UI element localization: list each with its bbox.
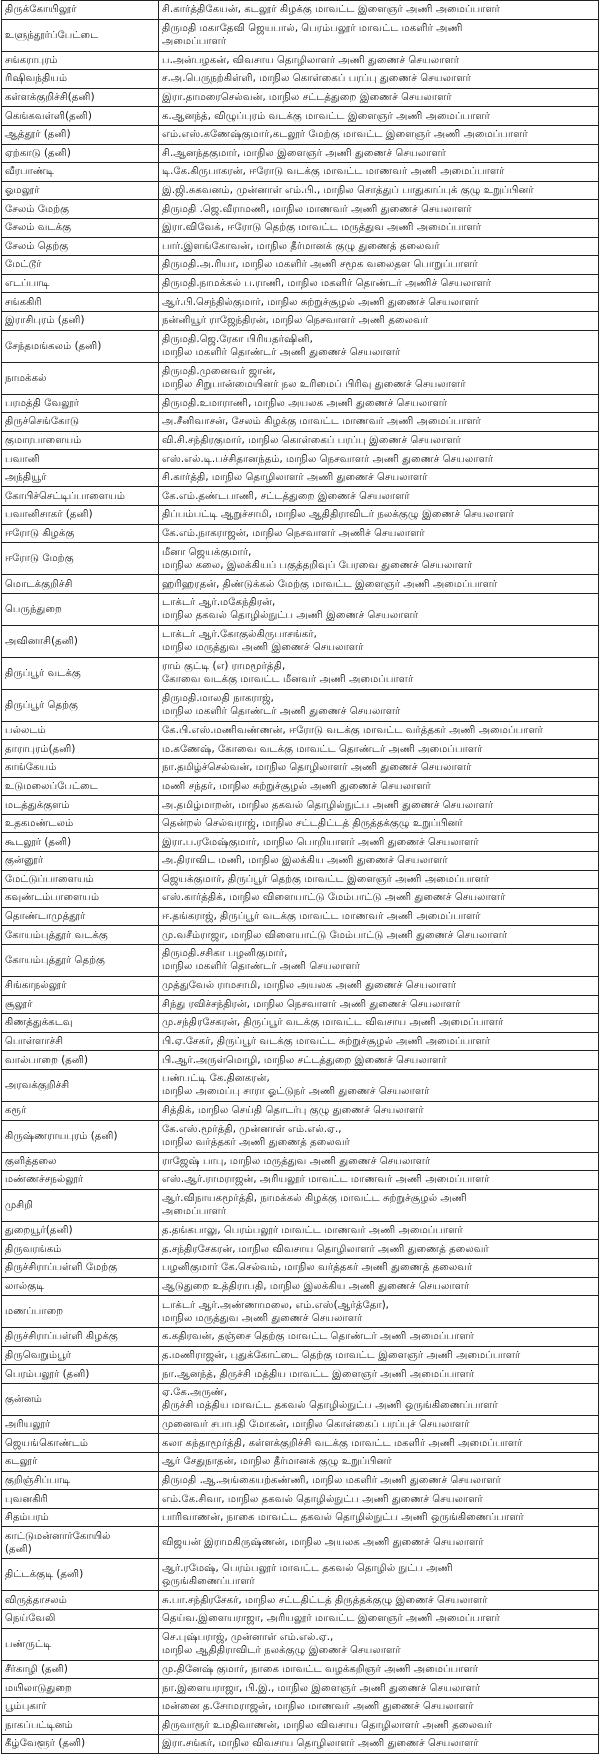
table-row xyxy=(2,1171,599,1190)
table-row xyxy=(2,1101,599,1120)
constituency-cell: கெங்கவள்ளி(தனி) xyxy=(2,107,159,126)
constituency-cell: சேலம் தெற்கு xyxy=(2,237,159,256)
constituency-cell: லால்குடி xyxy=(2,1277,159,1296)
table-row xyxy=(2,1679,599,1698)
member-cell: திருமதி.முனைவர் ஜான், மாநில சிறுபான்மையினர் நல உரிமைப் பிரிவு துணைச் செயலாளர் xyxy=(159,362,599,394)
constituency-cell: புவனகிரி xyxy=(2,1490,159,1509)
constituency-cell: உடுமலைப்பேட்டை xyxy=(2,777,159,796)
member-cell: நா.இளையராஜா, பி.இ., மாநில இளைஞர் அணி துணைச் செயலாளர் xyxy=(159,1679,599,1698)
member-cell: த.சந்திரசேகரன், மாநில விவசாய தொழிலாளர் அணி துணைத் தலைவர் xyxy=(159,1240,599,1259)
member-cell: சி.ஆனந்தகுமார், மாநில இளைஞர் அணி துணைச் செயலாளர் xyxy=(159,144,599,163)
table-row xyxy=(2,431,599,450)
constituency-cell: காட்டுமன்னார்கோயில் (தனி) xyxy=(2,1527,159,1559)
member-cell: க.கதிரவன், தஞ்சை தெற்கு மாவட்ட தொண்டர் அணி அமைப்பாளர் xyxy=(159,1328,599,1347)
table-row xyxy=(2,1735,599,1754)
constituency-cell: கோயம்புத்தூர் வடக்கு xyxy=(2,926,159,945)
constituency-cell: கவுண்டம்பாளையம் xyxy=(2,889,159,908)
member-cell: எஸ்.எல்.டி.பச்சிதானந்தம், மாநில நெசவாளர் அணி துணைச் செயலாளர் xyxy=(159,450,599,469)
table-row xyxy=(2,689,599,721)
member-cell: செ.புஷ்பராஜ், முன்னாள் எம்.எல்.ஏ., மாநில ஆதிதிராவிடர் நலக்குழு இணைச் செயலாளர் xyxy=(159,1628,599,1660)
table-row xyxy=(2,1032,599,1051)
member-cell: இரா.விவேக், ஈரோடு தெற்கு மாவட்ட மருத்துவ அணி அமைப்பாளர் xyxy=(159,218,599,237)
member-cell: ஆர்.விநாயகமூர்த்தி, நாமக்கல் கிழக்கு மாவட்ட சுற்றுச்சூழல் அணி அமைப்பாளர் xyxy=(159,1189,599,1221)
constituency-cell: திருக்கோயிலூர் xyxy=(2,1,159,20)
constituency-cell: வால்பாறை (தனி) xyxy=(2,1051,159,1070)
table-row xyxy=(2,256,599,275)
table-row xyxy=(2,487,599,506)
table-row xyxy=(2,625,599,657)
table-row xyxy=(2,144,599,163)
constituency-cell: கோயம்புத்தூர் தெற்கு xyxy=(2,944,159,976)
table-row xyxy=(2,362,599,394)
table-row xyxy=(2,88,599,107)
member-cell: திருமதி.சசிகா பழனிகுமார், மாநில மகளிர் தொண்டர் அணி செயலாளர் xyxy=(159,944,599,976)
table-row xyxy=(2,1697,599,1716)
constituency-cell: பரமத்தி வேலூர் xyxy=(2,394,159,413)
member-cell: முத்துவேல் ராமசாமி, மாநில அயலக அணி துணைச் செயலாளர் xyxy=(159,976,599,995)
member-cell: க.ஆனந்த், விழுப்புரம் வடக்கு மாவட்ட இளைஞர் அணி அமைப்பாளர் xyxy=(159,107,599,126)
table-row xyxy=(2,1453,599,1472)
constituency-cell: தொண்டாமுத்தூர் xyxy=(2,907,159,926)
table-row xyxy=(2,593,599,625)
member-cell: திருமதி .ஆ.அங்கையற்கண்ணி, மாநில மகளிர் அணி துணைச் செயலாளர் xyxy=(159,1471,599,1490)
member-cell: சித்திக், மாநில செய்தி தொடர்பு குழு துணைச் செயலாளர் xyxy=(159,1101,599,1120)
table-row xyxy=(2,394,599,413)
member-cell: மீனா ஜெயக்குமார், மாநில கலை, இலக்கியப் பகுத்தறிவுப் பேரவை துணைச் செயலாளர் xyxy=(159,543,599,575)
table-row xyxy=(2,1434,599,1453)
table-row xyxy=(2,293,599,312)
constituency-cell: விருத்தாசலம் xyxy=(2,1591,159,1610)
table-row xyxy=(2,1471,599,1490)
table-row xyxy=(2,1258,599,1277)
constituency-cell: சிதம்பரம் xyxy=(2,1508,159,1527)
constituency-cell: திட்டக்குடி (தனி) xyxy=(2,1559,159,1591)
table-row xyxy=(2,218,599,237)
member-cell: முனைவர் சபாபதி மோகன், மாநில கொள்கைப் பரப்புச் செயலாளர் xyxy=(159,1415,599,1434)
constituency-cell: சேலம் மேற்கு xyxy=(2,200,159,219)
table-row xyxy=(2,468,599,487)
member-cell: விஜயன் இராமகிருஷ்ணன், மாநில அயலக அணி துணைச் செயலாளர் xyxy=(159,1527,599,1559)
table-row xyxy=(2,163,599,182)
table-row xyxy=(2,926,599,945)
member-cell: இ.ஜி.சுகவனம், முன்னாள் எம்.பி., மாநில சொத்துப் பாதுகாப்புக் குழு உறுப்பினர் xyxy=(159,181,599,200)
constituency-cell: திருச்சிராப்பள்ளி கிழக்கு xyxy=(2,1328,159,1347)
constituency-cell: கடலூர் xyxy=(2,1453,159,1472)
table-row xyxy=(2,413,599,432)
constituency-cell: சேலம் வடக்கு xyxy=(2,218,159,237)
table-row xyxy=(2,311,599,330)
member-cell: திருமதி .ஜெ.வீராமணி, மாநில மாணவர் அணி துணைச் செயலாளர் xyxy=(159,200,599,219)
table-row xyxy=(2,1069,599,1101)
constituency-cell: காங்கேயம் xyxy=(2,759,159,778)
constituency-cell: பெருந்துறை xyxy=(2,593,159,625)
table-row xyxy=(2,1189,599,1221)
constituency-cell: மண்ணச்சநல்லூர் xyxy=(2,1171,159,1190)
member-cell: தெய்வ.இளையராஜா, அரியலூர் மாவட்ட இளைஞர் அணி அமைப்பாளர் xyxy=(159,1610,599,1629)
constituency-cell: ஈரோடு கிழக்கு xyxy=(2,524,159,543)
constituency-cell: சங்கராபுரம் xyxy=(2,51,159,70)
constituency-cell: ரிஷிவந்தியம் xyxy=(2,70,159,89)
constituency-cell: உளுந்தூர்ப்பேட்டை xyxy=(2,19,159,51)
constituency-cell: நாகப்பட்டினம் xyxy=(2,1716,159,1735)
member-cell: அ.தமிழ்மாறன், மாநில தகவல் தொழில்நுட்ப அணி துணைச் செயலாளர் xyxy=(159,796,599,815)
table-row xyxy=(2,125,599,144)
member-cell: அ.திராவிட மணி, மாநில இலக்கிய அணி துணைச் செயலாளர் xyxy=(159,852,599,871)
member-cell: ராஜேஷ் பாபு, மாநில மருத்துவ அணி துணைச் செயலாளர் xyxy=(159,1152,599,1171)
member-cell: நன்னியூர் ராஜேந்திரன், மாநில நெசவாளர் அணி தலைவர் xyxy=(159,311,599,330)
constituency-cell: திருச்சிராப்பள்ளி மேற்கு xyxy=(2,1258,159,1277)
constituency-cell: திருவெறும்பூர் xyxy=(2,1346,159,1365)
table-row xyxy=(2,1527,599,1559)
constituency-cell: பவானி xyxy=(2,450,159,469)
constituency-cell: கீழ்வேளூர் (தனி) xyxy=(2,1735,159,1754)
member-cell: நா.ஆனந்த், திருச்சி மத்திய மாவட்ட இளைஞர் அணி அமைப்பாளர் xyxy=(159,1365,599,1384)
member-cell: ஏ.கே.அருண், திருச்சி மத்திய மாவட்ட தகவல் தொழில்நுட்ப அணி ஒருங்கிணைப்பாளர் xyxy=(159,1383,599,1415)
constituency-cell: ஏற்காடு (தனி) xyxy=(2,144,159,163)
member-cell: ஆர்.ரமேஷ், பெரம்பலூர் மாவட்ட தகவல் தொழில் நுட்ப அணி ஒருங்கிணைப்பாளர் xyxy=(159,1559,599,1591)
table-row xyxy=(2,976,599,995)
member-cell: டி.கே.கிருபாகரன், ஈரோடு வடக்கு மாவட்ட மாணவர் அணி அமைப்பாளர் xyxy=(159,163,599,182)
member-cell: கலா கந்தாமூர்த்தி, கள்ளக்குறிச்சி வடக்கு மாவட்ட மகளிர் அணி அமைப்பாளர் xyxy=(159,1434,599,1453)
member-cell: டாக்டர் ஆர்.மகேந்திரன், மாநில தகவல் தொழில்நுட்ப அணி இணைச் செயலாளர் xyxy=(159,593,599,625)
member-cell: டாக்டர் ஆர்.அண்ணாமலை, எம்.எஸ்(ஆர்த்தோ), மாநில மருத்துவ அணி துணைச் செயலாளர் xyxy=(159,1296,599,1328)
table-row xyxy=(2,796,599,815)
table-row xyxy=(2,200,599,219)
member-cell: திருமதி.உமாராணி, மாநில அயலக அணி துணைச் செயலாளர் xyxy=(159,394,599,413)
member-cell: பார்.இளங்கோவன், மாநில தீர்மானக் குழு துணைத் தலைவர் xyxy=(159,237,599,256)
member-cell: இரா.ப.ரமேஷ்குமார், மாநில பொறியாளர் அணி துணைச் செயலாளர் xyxy=(159,833,599,852)
table-row xyxy=(2,1051,599,1070)
table-row xyxy=(2,1660,599,1679)
member-cell: ஆடுதுறை உத்திராபதி, மாநில இலக்கிய அணி துணைச் செயலாளர் xyxy=(159,1277,599,1296)
member-cell: பி.ஏ.சேகர், திருப்பூர் வடக்கு மாவட்ட சுற்றுச்சூழல் அணி அமைப்பாளர் xyxy=(159,1032,599,1051)
constituency-cell: சங்ககிரி xyxy=(2,293,159,312)
constituency-cell: எடப்பாடி xyxy=(2,274,159,293)
member-cell: ச.அ.பெருநற்கிள்ளி, மாநில கொள்கைப் பரப்பு துணைச் செயலாளர் xyxy=(159,70,599,89)
table-row xyxy=(2,1628,599,1660)
member-cell: மணி சந்தர், மாநில சுற்றுச்சூழல் அணி துணைச் செயலாளர் xyxy=(159,777,599,796)
member-cell: பி.ஆர்.அருள்மொழி, மாநில சட்டத்துறை இணைச் செயலாளர் xyxy=(159,1051,599,1070)
table-row xyxy=(2,1152,599,1171)
table-row xyxy=(2,1,599,20)
member-cell: திருமதி.நாமக்கல் ப.ராணி, மாநில மகளிர் தொண்டர் அணிச் செயலாளர் xyxy=(159,274,599,293)
member-cell: சு.பா.சந்திரசேகர், மாநில சட்டதிட்டத் திருத்தக்குழு இணைச் செயலாளர் xyxy=(159,1591,599,1610)
constituency-cell: சூலூர் xyxy=(2,995,159,1014)
constituency-cell: திருப்பூர் வடக்கு xyxy=(2,657,159,689)
constituency-cell: கிருஷ்ணராயபுரம் (தனி) xyxy=(2,1120,159,1152)
constituency-cell: ஈரோடு மேற்கு xyxy=(2,543,159,575)
constituency-cell: பூம்புகார் xyxy=(2,1697,159,1716)
constituency-cell: பல்லடம் xyxy=(2,721,159,740)
member-cell: கே.எம்.நாகராஜன், மாநில நெசவாளர் அணிச் செயலாளர் xyxy=(159,524,599,543)
table-body xyxy=(2,1,599,1754)
member-cell: மு.தினேஷ் குமார், நாகை மாவட்ட வழக்கறிஞர் அணி அமைப்பாளர் xyxy=(159,1660,599,1679)
table-row xyxy=(2,506,599,525)
table-row xyxy=(2,1346,599,1365)
constituency-cell: தாராபுரம்(தனி) xyxy=(2,740,159,759)
table-row xyxy=(2,1240,599,1259)
table-row xyxy=(2,19,599,51)
table-row xyxy=(2,1277,599,1296)
table-row xyxy=(2,1508,599,1527)
constituency-cell: மணப்பாறை xyxy=(2,1296,159,1328)
constituency-cell: அரியலூர் xyxy=(2,1415,159,1434)
constituency-cell: கோபிச்செட்டிப்பாளையம் xyxy=(2,487,159,506)
constituency-cell: மயிலாடுதுறை xyxy=(2,1679,159,1698)
table-row xyxy=(2,759,599,778)
constituency-cell: சேந்தமங்கலம் (தனி) xyxy=(2,330,159,362)
constituency-cell: மொடக்குறிச்சி xyxy=(2,575,159,594)
member-cell: அ.சீனிவாசன், சேலம் கிழக்கு மாவட்ட மாணவர் அணி அமைப்பாளர் xyxy=(159,413,599,432)
table-row xyxy=(2,1296,599,1328)
constituency-cell: கிணத்துக்கடவு xyxy=(2,1014,159,1033)
constituency-cell: அந்தியூர் xyxy=(2,468,159,487)
member-cell: த.தங்கபாலு, பெரம்பலூர் மாவட்ட மாணவர் அணி அமைப்பாளர் xyxy=(159,1221,599,1240)
constituency-cell: துறையூர்(தனி) xyxy=(2,1221,159,1240)
member-cell: மன்னை த.சோமராஜன், மாநில மாணவர் அணி துணைச் செயலாளர் xyxy=(159,1697,599,1716)
member-cell: பழனிகுமார் கே.செல்வம், மாநில வர்த்தகர் அணி துணைத் தலைவர் xyxy=(159,1258,599,1277)
table-row xyxy=(2,274,599,293)
table-row xyxy=(2,777,599,796)
table-row xyxy=(2,1120,599,1152)
member-cell: சி.கார்த்தி, மாநில தொழிலாளர் அணி துணைச் செயலாளர் xyxy=(159,468,599,487)
table-row xyxy=(2,814,599,833)
member-cell: இரா.சங்கர், மாநில விவசாய தொழிலாளர் அணி துணைச் செயலாளர் xyxy=(159,1735,599,1754)
table-row xyxy=(2,51,599,70)
table-row xyxy=(2,1365,599,1384)
member-cell: டாக்டர் ஆர்.கோகுல்கிருபாசங்கர், மாநில மருத்துவ அணி இணைச் செயலாளர் xyxy=(159,625,599,657)
constituency-members-table xyxy=(1,0,599,1754)
table-row xyxy=(2,870,599,889)
constituency-cell: மடத்துக்குளம் xyxy=(2,796,159,815)
table-row xyxy=(2,543,599,575)
table-row xyxy=(2,852,599,871)
constituency-cell: பண்ருட்டி xyxy=(2,1628,159,1660)
table-row xyxy=(2,1716,599,1735)
member-cell: கே.எஸ்.மூர்த்தி, முன்னாள் எம்.எல்.ஏ., மாநில வர்த்தகர் அணி துணைத் தலைவர் xyxy=(159,1120,599,1152)
table-row xyxy=(2,237,599,256)
table-row xyxy=(2,944,599,976)
table-row xyxy=(2,1221,599,1240)
member-cell: வி.சி.சந்திரகுமார், மாநில கொள்கைப் பரப்பு இணைச் செயலாளர் xyxy=(159,431,599,450)
constituency-cell: குன்னம் xyxy=(2,1383,159,1415)
constituency-cell: மேட்டூர் xyxy=(2,256,159,275)
constituency-cell: சீர்காழி (தனி) xyxy=(2,1660,159,1679)
member-cell: இரா.தாமரைசெல்வன், மாநில சட்டத்துறை இணைச் செயலாளர் xyxy=(159,88,599,107)
constituency-cell: நாமக்கல் xyxy=(2,362,159,394)
member-cell: ஆர்.பி.செந்தில்குமார், மாநில சுற்றுச்சூழல் அணி துணைச் செயலாளர் xyxy=(159,293,599,312)
member-cell: சி.கார்த்திகேயன், கடலூர் கிழக்கு மாவட்ட இளைஞர் அணி அமைப்பாளர் xyxy=(159,1,599,20)
member-cell: எஸ்.ஆர்.ராமராஜன், அரியலூர் மாவட்ட மாணவர் அணி அமைப்பாளர் xyxy=(159,1171,599,1190)
constituency-cell: அரவக்குறிச்சி xyxy=(2,1069,159,1101)
member-cell: ஹரிஹரதன், திண்டுக்கல் மேற்கு மாவட்ட இளைஞர் அணி அமைப்பாளர் xyxy=(159,575,599,594)
table-row xyxy=(2,907,599,926)
constituency-cell: குறிஞ்சிப்பாடி xyxy=(2,1471,159,1490)
table-row xyxy=(2,1559,599,1591)
constituency-cell: மேட்டுப்பாளையம் xyxy=(2,870,159,889)
table-row xyxy=(2,1014,599,1033)
table-row xyxy=(2,657,599,689)
table-row xyxy=(2,450,599,469)
table-row xyxy=(2,833,599,852)
constituency-cell: முசிறி xyxy=(2,1189,159,1221)
member-cell: திருமதி மகாதேவி ஜெயபால், பெரம்பலூர் மாவட்ட மகளிர் அணி அமைப்பாளர் xyxy=(159,19,599,51)
member-cell: பாரிவாணன், நாகை மாவட்ட தகவல் தொழில்நுட்ப அணி ஒருங்கிணைப்பாளர் xyxy=(159,1508,599,1527)
constituency-cell: திருவரங்கம் xyxy=(2,1240,159,1259)
constituency-cell: திருப்பூர் தெற்கு xyxy=(2,689,159,721)
constituency-cell: கூடலூர் (தனி) xyxy=(2,833,159,852)
member-cell: ராம் குட்டி (எ) ராமமூர்த்தி, கோவை வடக்கு மாவட்ட மீனவர் அணி அமைப்பாளர் xyxy=(159,657,599,689)
table-row xyxy=(2,181,599,200)
member-cell: திருமதி.ஜெ.ரேகா பிரியதர்ஷினி, மாநில மகளிர் தொண்டர் அணி துணைச் செயலாளர் xyxy=(159,330,599,362)
member-cell: திருமதி.அ.ரியா, மாநில மகளிர் அணி சமூக வலைதள பொறுப்பாளர் xyxy=(159,256,599,275)
member-cell: எஸ்.கார்த்திக், மாநில விளையாட்டு மேம்பாட்டு அணி துணைச் செயலாளர் xyxy=(159,889,599,908)
member-cell: திருவாரூர் உமதிவாணன், மாநில விவசாய தொழிலாளர் அணி தலைவர் xyxy=(159,1716,599,1735)
constituency-cell: பவானிசாகர் (தனி) xyxy=(2,506,159,525)
constituency-cell: நெய்வேலி xyxy=(2,1610,159,1629)
member-cell: கே.பி.எஸ்.மணிவண்ணன், ஈரோடு வடக்கு மாவட்ட வர்த்தகர் அணி அமைப்பாளர் xyxy=(159,721,599,740)
table-row xyxy=(2,107,599,126)
member-cell: பண்பட்டி கே.தினகரன், மாநில அமைப்பு சாரா ஓட்டுநர் அணி துணைச் செயலாளர் xyxy=(159,1069,599,1101)
table-row xyxy=(2,1591,599,1610)
table-row xyxy=(2,330,599,362)
member-cell: த.மணிராஜன், புதுக்கோட்டை தெற்கு மாவட்ட இளைஞர் அணி அமைப்பாளர் xyxy=(159,1346,599,1365)
member-cell: எம்.எஸ்.கணேஷ்குமார்,கடலூர் மேற்கு மாவட்ட இளைஞர் அணி அமைப்பாளர் xyxy=(159,125,599,144)
constituency-cell: குளித்தலை xyxy=(2,1152,159,1171)
constituency-cell: சிங்காநல்லூர் xyxy=(2,976,159,995)
member-cell: ஆர் சேதுநாதன், மாநில தீர்மானக் குழு உறுப்பினர் xyxy=(159,1453,599,1472)
member-cell: கே.எம்.தண்டபாணி, சட்டத்துறை இணைச் செயலாளர் xyxy=(159,487,599,506)
constituency-cell: பொள்ளாச்சி xyxy=(2,1032,159,1051)
constituency-cell: ஆத்தூர் (தனி) xyxy=(2,125,159,144)
constituency-cell: ஜெயங்கொண்டம் xyxy=(2,1434,159,1453)
table-row xyxy=(2,70,599,89)
constituency-cell: கரூர் xyxy=(2,1101,159,1120)
member-cell: திப்பம்பட்டி ஆறுச்சாமி, மாநில ஆதிதிராவிடர் நலக்குழு இணைச் செயலாளர் xyxy=(159,506,599,525)
member-cell: சிந்து ரவிச்சந்திரன், மாநில நெசவாளர் அணி துணைச் செயலாளர் xyxy=(159,995,599,1014)
table-row xyxy=(2,1610,599,1629)
table-row xyxy=(2,1490,599,1509)
table-row xyxy=(2,524,599,543)
constituency-cell: அவினாசி(தனி) xyxy=(2,625,159,657)
member-cell: எம்.கே.சிவா, மாநில தகவல் தொழில்நுட்ப அணி துணைச் செயலாளர் xyxy=(159,1490,599,1509)
constituency-cell: வீரபாண்டி xyxy=(2,163,159,182)
member-cell: ப.அன்பழகன், விவசாய தொழிலாளர் அணி துணைச் செயலாளர் xyxy=(159,51,599,70)
member-cell: மு.வசீம்ராஜா, மாநில விளையாட்டு மேம்பாட்டு அணி துணைச் செயலாளர் xyxy=(159,926,599,945)
constituency-cell: கள்ளக்குறிச்சி(தனி) xyxy=(2,88,159,107)
constituency-cell: திருச்செங்கோடு xyxy=(2,413,159,432)
constituency-cell: ஓமலூர் xyxy=(2,181,159,200)
table-row xyxy=(2,721,599,740)
table-row xyxy=(2,1415,599,1434)
constituency-cell: குன்னூர் xyxy=(2,852,159,871)
member-cell: ஜெயக்குமார், திருப்பூர் தெற்கு மாவட்ட இளைஞர் அணி அமைப்பாளர் xyxy=(159,870,599,889)
table-row xyxy=(2,995,599,1014)
table-row xyxy=(2,1383,599,1415)
member-cell: ஈ.தங்கராஜ், திருப்பூர் வடக்கு மாவட்ட மாணவர் அணி அமைப்பாளர் xyxy=(159,907,599,926)
table-row xyxy=(2,575,599,594)
member-cell: நா.தமிழ்ச்செல்வன், மாநில தொழிலாளர் அணி துணைச் செயலாளர் xyxy=(159,759,599,778)
member-cell: தென்றல் செல்வராஜ், மாநில சட்டதிட்டத் திருத்தக்குழு உறுப்பினர் xyxy=(159,814,599,833)
member-cell: ம.கணேஷ், கோவை வடக்கு மாவட்ட தொண்டர் அணி அமைப்பாளர் xyxy=(159,740,599,759)
table-row xyxy=(2,889,599,908)
member-cell: மு.சந்திரசேகரன், திருப்பூர் வடக்கு மாவட்ட விவசாய அணி அமைப்பாளர் xyxy=(159,1014,599,1033)
constituency-cell: பெரம்பலூர் (தனி) xyxy=(2,1365,159,1384)
constituency-cell: இராசிபுரம் (தனி) xyxy=(2,311,159,330)
constituency-cell: குமாரபாளையம் xyxy=(2,431,159,450)
constituency-cell: உதகமண்டலம் xyxy=(2,814,159,833)
table-row xyxy=(2,1328,599,1347)
member-cell: திருமதி.மாலதி நாகராஜ், மாநில மகளிர் தொண்டர் அணி துணைச் செயலாளர் xyxy=(159,689,599,721)
table-row xyxy=(2,740,599,759)
